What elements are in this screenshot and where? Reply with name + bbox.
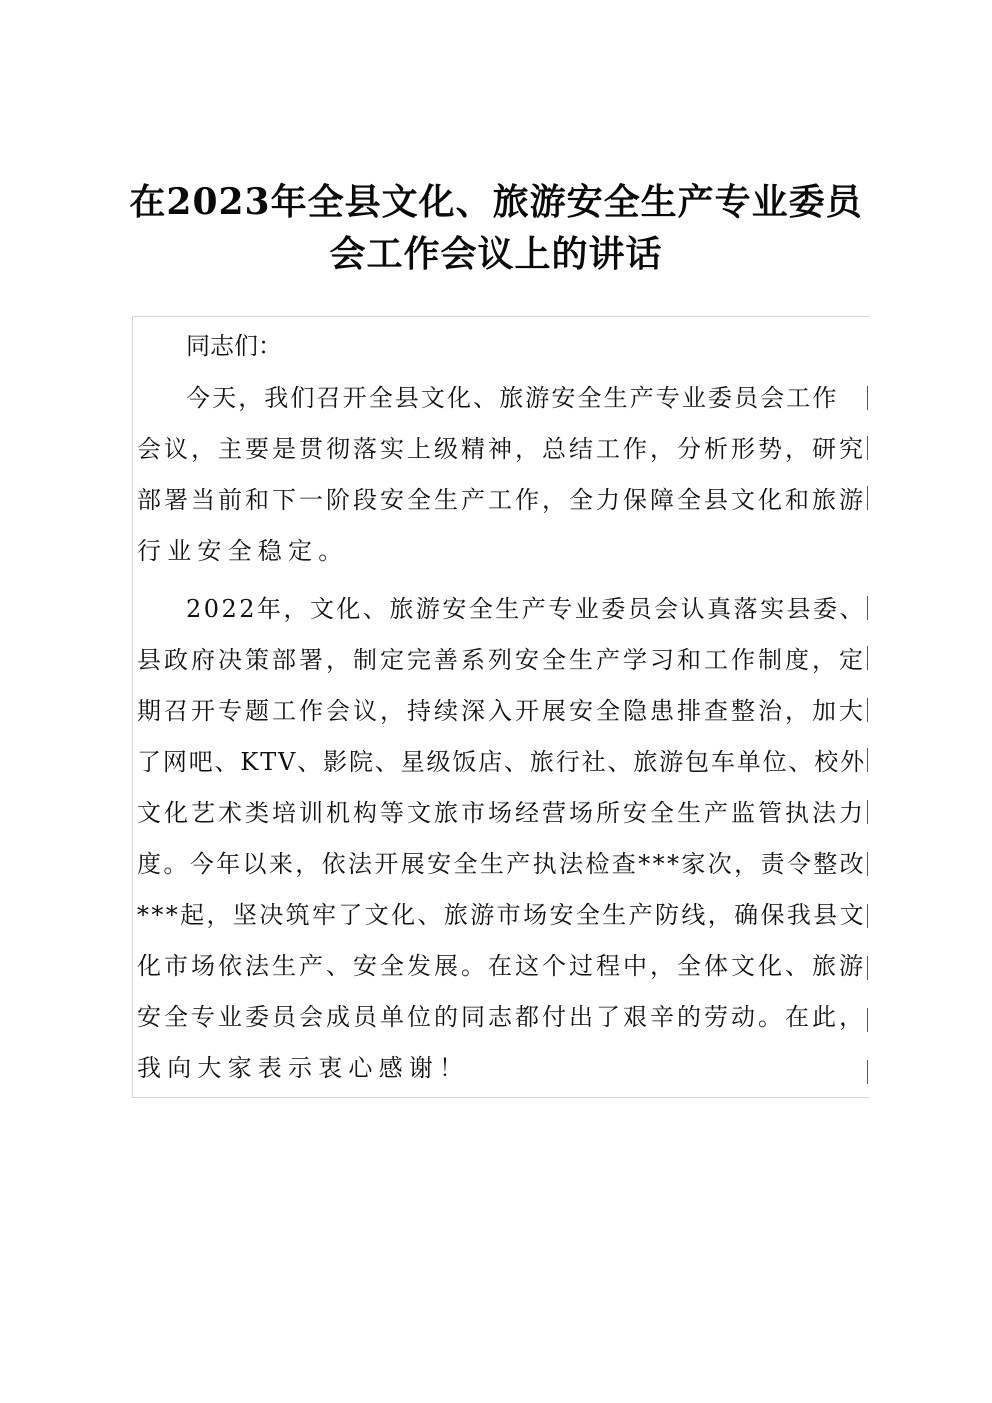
edge-tick bbox=[867, 748, 868, 772]
paragraph-1-line: 今天，我们召开全县文化、旅游安全生产专业委员会工作 bbox=[186, 384, 839, 412]
paragraph-2-line: 2022年，文化、旅游安全生产专业委员会认真落实县委、 bbox=[186, 595, 866, 623]
paragraph-2-line: ***起，坚决筑牢了文化、旅游市场安全生产防线，确保我县文 bbox=[137, 901, 866, 929]
paragraph-2-line: 了网吧、KTV、影院、星级饭店、旅行社、旅游包车单位、校外 bbox=[137, 748, 866, 776]
paragraph-1-line: 部署当前和下一阶段安全生产工作，全力保障全县文化和旅游 bbox=[137, 486, 866, 514]
paragraph-2-line: 文化艺术类培训机构等文旅市场经营场所安全生产监管执法力 bbox=[137, 799, 866, 827]
paragraph-1-line: 会议，主要是贯彻落实上级精神，总结工作，分析形势，研究 bbox=[137, 435, 866, 463]
edge-tick bbox=[867, 904, 868, 928]
paragraph-1-line: 行业安全稳定。 bbox=[137, 537, 349, 565]
edge-tick bbox=[867, 486, 868, 510]
paragraph-2-line: 安全专业委员会成员单位的同志都付出了艰辛的劳动。在此， bbox=[137, 1003, 866, 1031]
edge-tick bbox=[867, 956, 868, 980]
edge-tick bbox=[867, 800, 868, 824]
edge-tick bbox=[867, 596, 868, 620]
edge-tick bbox=[867, 1060, 868, 1084]
title-line-2: 会工作会议上的讲话 bbox=[329, 233, 663, 275]
paragraph-2-line: 度。今年以来，依法开展安全生产执法检查***家次，责令整改 bbox=[137, 850, 866, 878]
edge-tick bbox=[867, 852, 868, 876]
edge-tick bbox=[867, 386, 868, 410]
edge-tick bbox=[867, 698, 868, 722]
salutation: 同志们： bbox=[186, 332, 282, 360]
edge-tick bbox=[867, 1008, 868, 1032]
paragraph-2-line: 化市场依法生产、安全发展。在这个过程中，全体文化、旅游 bbox=[137, 952, 866, 980]
edge-tick bbox=[867, 646, 868, 670]
title-line-1: 在2023年全县文化、旅游安全生产专业委员 bbox=[129, 181, 863, 223]
edge-tick bbox=[867, 436, 868, 460]
paragraph-2-line: 期召开专题工作会议，持续深入开展安全隐患排查整治，加大 bbox=[137, 697, 866, 725]
document-title bbox=[100, 176, 892, 280]
paragraph-2-line: 我向大家表示衷心感谢！ bbox=[137, 1054, 470, 1082]
paragraph-2-line: 县政府决策部署，制定完善系列安全生产学习和工作制度，定 bbox=[137, 646, 866, 674]
